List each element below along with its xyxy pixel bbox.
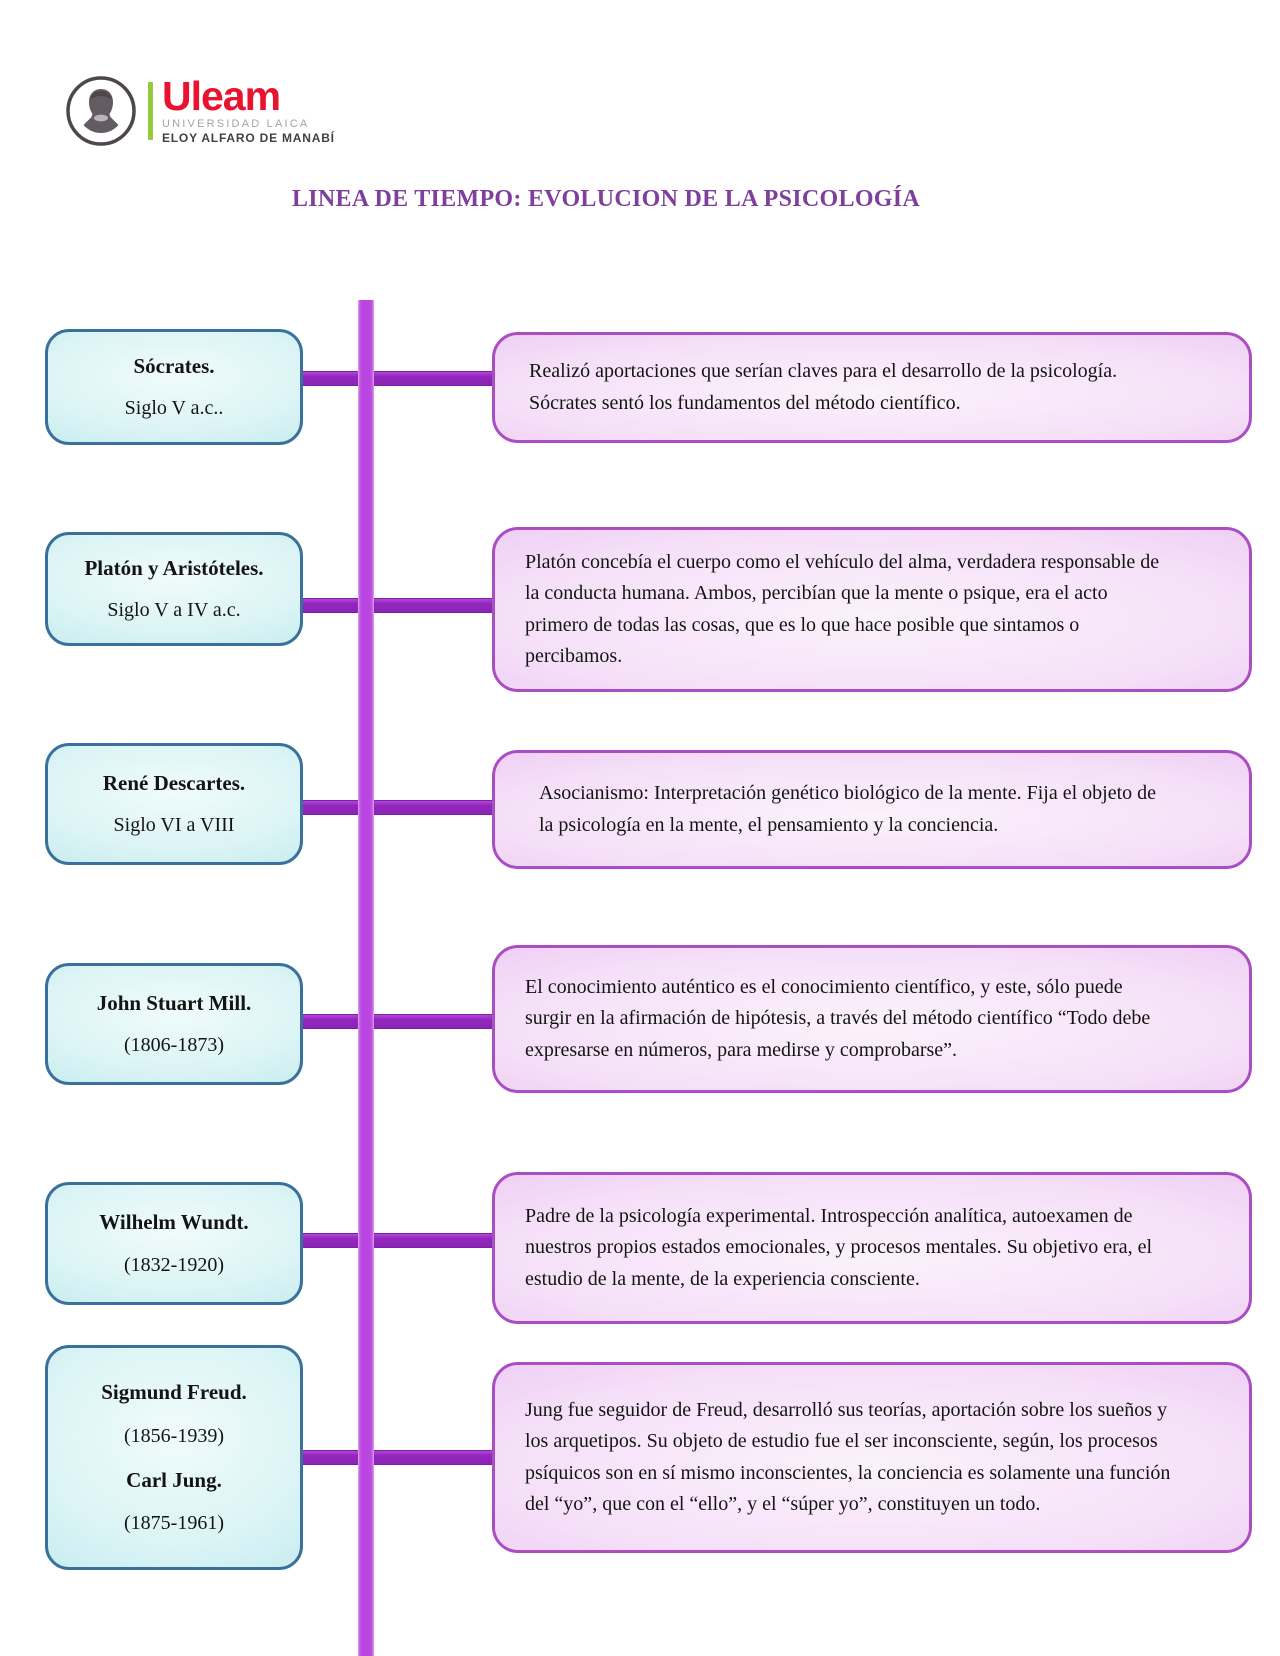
timeline-connector (300, 371, 499, 386)
node-period: (1832-1920) (124, 1253, 224, 1276)
timeline-connector (300, 1233, 499, 1248)
logo-green-bar (148, 82, 153, 140)
timeline-connector (300, 598, 499, 613)
timeline-description-platon (492, 527, 1252, 692)
uleam-portrait-icon (64, 74, 138, 148)
timeline-node-socrates (45, 329, 303, 445)
logo-subtitle-1: UNIVERSIDAD LAICA (162, 118, 310, 130)
timeline-node-platon-aristoteles (45, 532, 303, 646)
description-text: Platón concebía el cuerpo como el vehículo del alma, verdadera responsable de la conducta humana. Ambos, percibían que la mente o psique, era el acto primero de todas las cosas, que es lo que hace posible que sintamos o percibamos. (525, 550, 1160, 667)
timeline-node-freud-jung (45, 1345, 303, 1570)
node-period: (1806-1873) (124, 1034, 224, 1057)
logo-text (162, 73, 335, 145)
timeline-description-jung (492, 1362, 1252, 1553)
node-name: John Stuart Mill. (96, 990, 252, 1015)
node-name: Wilhelm Wundt. (99, 1210, 249, 1235)
timeline-node-mill (45, 963, 303, 1085)
timeline-description-mill (492, 945, 1252, 1093)
timeline-description-socrates (492, 332, 1252, 443)
page-title: LINEA DE TIEMPO: EVOLUCION DE LA PSICOLOGÍA (291, 186, 921, 212)
logo-subtitle-2: ELOY ALFARO DE MANABÍ (162, 131, 335, 145)
description-text: Asocianismo: Interpretación genético biológico de la mente. Fija el objeto de la psicología en la mente, el pensamiento y la conciencia. (539, 782, 1157, 836)
timeline-connector (300, 800, 499, 815)
timeline-connector (300, 1014, 499, 1029)
node-name: Sócrates. (133, 353, 215, 378)
description-text: Jung fue seguidor de Freud, desarrolló sus teorías, aportación sobre los sueños y los arquetipos. Su objeto de estudio fue el ser inconsciente, según, los procesos psíquicos son en sí mismo inconscientes, la conciencia es solamente una función del “yo”, que con el “ello”, y el “súper yo”, constituyen un todo. (525, 1398, 1171, 1515)
node-period: Siglo V a.c.. (124, 397, 224, 420)
description-text: Realizó aportaciones que serían claves para el desarrollo de la psicología. Sócrates sentó los fundamentos del método científico. (529, 360, 1118, 414)
node-name: Sigmund Freud. (101, 1380, 247, 1405)
node-name-2: Carl Jung. (126, 1467, 222, 1492)
description-text: Padre de la psicología experimental. Introspección analítica, autoexamen de nuestros propios estados emocionales, y procesos mentales. Su objetivo era, el estudio de la mente, de la experiencia consciente. (525, 1204, 1153, 1290)
node-period: (1856-1939) (124, 1424, 224, 1447)
timeline-description-wundt (492, 1172, 1252, 1324)
node-period-2: (1875-1961) (124, 1511, 224, 1534)
timeline-axis (358, 300, 374, 1656)
node-name: René Descartes. (102, 770, 246, 795)
node-period: Siglo V a IV a.c. (107, 599, 241, 622)
node-period: Siglo VI a VIII (113, 814, 235, 837)
description-text: El conocimiento auténtico es el conocimiento científico, y este, sólo puede surgir en la afirmación de hipótesis, a través del método científico “Todo debe expresarse en números, para medirse y comprobarse”. (525, 975, 1151, 1061)
timeline-node-wundt (45, 1182, 303, 1305)
node-name: Platón y Aristóteles. (84, 555, 264, 580)
timeline-node-descartes (45, 743, 303, 865)
timeline-connector (300, 1450, 499, 1465)
timeline-description-descartes (492, 750, 1252, 869)
logo-brand: Uleam (162, 73, 281, 119)
uleam-logo (64, 74, 335, 148)
